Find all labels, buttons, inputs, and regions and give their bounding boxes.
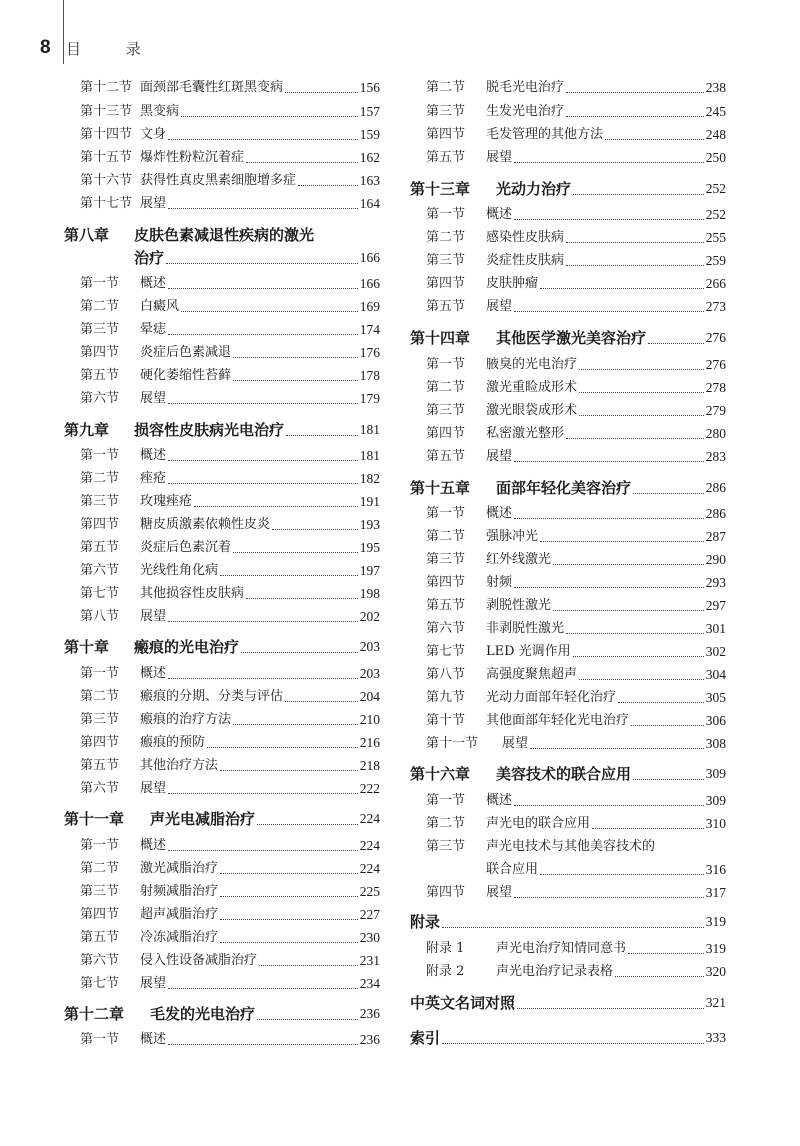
- leader-dots: [168, 988, 358, 989]
- toc-entry[interactable]: 第六节 展望 222: [80, 781, 380, 796]
- toc-entry[interactable]: 第二节 强脉冲光 287: [426, 529, 726, 544]
- leader-dots: [633, 779, 704, 780]
- toc-entry[interactable]: 第一节 概述 309: [426, 793, 726, 808]
- toc-entry[interactable]: 第六节 展望 179: [80, 391, 380, 406]
- toc-entry[interactable]: 第一节 概述 166: [80, 276, 380, 291]
- leader-dots: [168, 208, 358, 209]
- toc-entry[interactable]: 第二节 白癜风 169: [80, 299, 380, 314]
- toc-entry[interactable]: 第三节 玫瑰痤疮 191: [80, 494, 380, 509]
- toc-entry[interactable]: 第二节 激光重睑成形术 278: [426, 380, 726, 395]
- toc-entry[interactable]: 第十七节 展望 164: [80, 196, 380, 211]
- toc-entry[interactable]: 第四节 糖皮质激素依赖性皮炎 193: [80, 517, 380, 532]
- toc-entry[interactable]: 第七节 展望 234: [80, 976, 380, 991]
- chapter-heading[interactable]: 第十三章 光动力治疗 252: [410, 180, 726, 198]
- toc-entry[interactable]: 第二节 痤疮 182: [80, 471, 380, 486]
- leader-dots: [566, 438, 704, 439]
- toc-entry[interactable]: 第一节 概述 224: [80, 838, 380, 853]
- toc-entry[interactable]: 第六节 侵入性设备减脂治疗 231: [80, 953, 380, 968]
- toc-entry[interactable]: 第五节 硬化萎缩性苔藓 178: [80, 368, 380, 383]
- leader-dots: [220, 942, 358, 943]
- toc-entry[interactable]: 第三节 瘢痕的治疗方法 210: [80, 712, 380, 727]
- toc-entry[interactable]: 第三节 射频减脂治疗 225: [80, 884, 380, 899]
- toc-entry[interactable]: 第四节 毛发管理的其他方法 248: [426, 127, 726, 142]
- chapter-heading[interactable]: 第九章 损容性皮肤病光电治疗 181: [64, 421, 380, 439]
- leader-dots: [220, 575, 358, 576]
- leader-dots: [168, 850, 358, 851]
- toc-entry[interactable]: 第十四节 文身 159: [80, 127, 380, 142]
- leader-dots: [514, 587, 704, 588]
- leader-dots: [633, 493, 704, 494]
- toc-entry[interactable]: 第四节 炎症后色素减退 176: [80, 345, 380, 360]
- toc-entry[interactable]: 第九节 光动力面部年轻化治疗 305: [426, 690, 726, 705]
- leader-dots: [553, 564, 704, 565]
- index-heading[interactable]: 索引 333: [410, 1029, 726, 1047]
- glossary-heading[interactable]: 中英文名词对照 321: [410, 994, 726, 1012]
- chapter-heading[interactable]: 第十二章 毛发的光电治疗 236: [64, 1005, 380, 1023]
- toc-entry[interactable]: 第十节 其他面部年轻化光电治疗 306: [426, 713, 726, 728]
- toc-entry[interactable]: 第二节 声光电的联合应用 310: [426, 816, 726, 831]
- leader-dots: [631, 725, 704, 726]
- toc-entry[interactable]: 第七节 LED 光调作用 302: [426, 644, 726, 659]
- leader-dots: [233, 380, 358, 381]
- leader-dots: [579, 369, 704, 370]
- toc-entry[interactable]: 第八节 展望 202: [80, 609, 380, 624]
- leader-dots: [615, 976, 704, 977]
- leader-dots: [579, 679, 704, 680]
- chapter-heading[interactable]: 第八章 皮肤色素减退性疾病的激光: [64, 226, 315, 244]
- toc-entry[interactable]: 第四节 超声减脂治疗 227: [80, 907, 380, 922]
- leader-dots: [168, 1044, 358, 1045]
- leader-dots: [285, 701, 358, 702]
- leader-dots: [530, 748, 704, 749]
- leader-dots: [573, 656, 704, 657]
- toc-entry[interactable]: 第七节 其他损容性皮肤病 198: [80, 586, 380, 601]
- toc-entry[interactable]: 第六节 非剥脱性激光 301: [426, 621, 726, 636]
- toc-entry[interactable]: 第一节 概述 286: [426, 506, 726, 521]
- chapter-heading[interactable]: 第十章 瘢痕的光电治疗 203: [64, 638, 380, 656]
- toc-entry[interactable]: 第四节 私密激光整形 280: [426, 426, 726, 441]
- leader-dots: [514, 162, 704, 163]
- leader-dots: [168, 483, 358, 484]
- leader-dots: [540, 541, 704, 542]
- toc-entry[interactable]: 第二节 瘢痕的分期、分类与评估 204: [80, 689, 380, 704]
- page-number: 8: [40, 37, 51, 58]
- leader-dots: [566, 116, 704, 117]
- leader-dots: [168, 403, 358, 404]
- leader-dots: [566, 633, 704, 634]
- toc-entry[interactable]: 第五节 冷冻减脂治疗 230: [80, 930, 380, 945]
- chapter-heading[interactable]: 第十四章 其他医学激光美容治疗 276: [410, 329, 726, 347]
- toc-entry[interactable]: 第二节 感染性皮肤病 255: [426, 230, 726, 245]
- toc-entry[interactable]: 第十二节 面颈部毛囊性红斑黑变病 156: [80, 80, 380, 95]
- leader-dots: [168, 288, 358, 289]
- leader-dots: [220, 770, 358, 771]
- toc-entry[interactable]: 第四节 射频 293: [426, 575, 726, 590]
- leader-dots: [257, 824, 358, 825]
- toc-entry[interactable]: 第十一节 展望 308: [426, 736, 726, 751]
- leader-dots: [241, 652, 358, 653]
- leader-dots: [168, 621, 358, 622]
- toc-entry[interactable]: 第五节 炎症后色素沉着 195: [80, 540, 380, 555]
- leader-dots: [246, 598, 358, 599]
- chapter-heading[interactable]: 第十六章 美容技术的联合应用 309: [410, 765, 726, 783]
- chapter-heading-continued[interactable]: 治疗 166: [134, 249, 380, 267]
- leader-dots: [168, 139, 358, 140]
- toc-entry[interactable]: 第三节 激光眼袋成形术 279: [426, 403, 726, 418]
- leader-dots: [298, 185, 358, 186]
- toc-entry[interactable]: 第一节 概述 181: [80, 448, 380, 463]
- toc-entry[interactable]: 第十三节 黑变病 157: [80, 104, 380, 119]
- chapter-heading[interactable]: 第十五章 面部年轻化美容治疗 286: [410, 479, 726, 497]
- leader-dots: [592, 828, 704, 829]
- leader-dots: [168, 678, 358, 679]
- leader-dots: [618, 702, 704, 703]
- toc-entry-continued[interactable]: 联合应用 316: [486, 862, 726, 877]
- toc-entry[interactable]: 第一节 腋臭的光电治疗 276: [426, 357, 726, 372]
- leader-dots: [442, 1043, 704, 1044]
- leader-dots: [220, 919, 358, 920]
- leader-dots: [257, 1019, 358, 1020]
- leader-dots: [648, 343, 704, 344]
- leader-dots: [233, 552, 358, 553]
- toc-entry[interactable]: 第二节 激光减脂治疗 224: [80, 861, 380, 876]
- toc-entry[interactable]: 第五节 剥脱性激光 297: [426, 598, 726, 613]
- toc-entry[interactable]: 第一节 概述 203: [80, 666, 380, 681]
- leader-dots: [168, 793, 358, 794]
- toc-entry[interactable]: 第四节 展望 317: [426, 885, 726, 900]
- toc-entry[interactable]: 附录 1 声光电治疗知情同意书 319: [426, 941, 726, 956]
- chapter-heading[interactable]: 第十一章 声光电减脂治疗 224: [64, 810, 380, 828]
- leader-dots: [168, 334, 358, 335]
- leader-dots: [566, 242, 704, 243]
- toc-entry[interactable]: 第五节 展望 250: [426, 150, 726, 165]
- leader-dots: [220, 873, 358, 874]
- appendix-heading[interactable]: 附录 319: [410, 913, 726, 931]
- leader-dots: [514, 219, 704, 220]
- header-title: 目 录: [66, 39, 161, 58]
- leader-dots: [628, 953, 704, 954]
- leader-dots: [553, 610, 704, 611]
- toc-entry[interactable]: 第十五节 爆炸性粉粒沉着症 162: [80, 150, 380, 165]
- leader-dots: [540, 874, 704, 875]
- toc-entry[interactable]: 第三节 炎症性皮肤病 259: [426, 253, 726, 268]
- toc-entry[interactable]: 第五节 展望 273: [426, 299, 726, 314]
- leader-dots: [181, 116, 358, 117]
- toc-entry[interactable]: 第二节 脱毛光电治疗 238: [426, 80, 726, 95]
- toc-entry[interactable]: 第四节 瘢痕的预防 216: [80, 735, 380, 750]
- leader-dots: [233, 724, 358, 725]
- leader-dots: [259, 965, 358, 966]
- leader-dots: [166, 263, 358, 264]
- leader-dots: [566, 92, 704, 93]
- leader-dots: [579, 392, 704, 393]
- toc-entry[interactable]: 第五节 其他治疗方法 218: [80, 758, 380, 773]
- toc-entry[interactable]: 第三节 生发光电治疗 245: [426, 104, 726, 119]
- leader-dots: [194, 506, 358, 507]
- toc-entry[interactable]: 附录 2 声光电治疗记录表格 320: [426, 964, 726, 979]
- leader-dots: [573, 194, 704, 195]
- leader-dots: [566, 265, 704, 266]
- toc-entry[interactable]: 第三节 声光电技术与其他美容技术的: [426, 839, 656, 854]
- leader-dots: [605, 139, 704, 140]
- toc-entry[interactable]: 第四节 皮肤肿瘤 266: [426, 276, 726, 291]
- toc-entry[interactable]: 第六节 光线性角化病 197: [80, 563, 380, 578]
- leader-dots: [168, 460, 358, 461]
- toc-entry[interactable]: 第五节 展望 283: [426, 449, 726, 464]
- leader-dots: [181, 311, 358, 312]
- leader-dots: [442, 927, 704, 928]
- leader-dots: [233, 357, 358, 358]
- leader-dots: [579, 415, 704, 416]
- leader-dots: [286, 435, 358, 436]
- leader-dots: [514, 311, 704, 312]
- leader-dots: [514, 805, 704, 806]
- leader-dots: [272, 529, 358, 530]
- leader-dots: [514, 461, 704, 462]
- toc-entry[interactable]: 第三节 红外线激光 290: [426, 552, 726, 567]
- leader-dots: [514, 897, 704, 898]
- leader-dots: [540, 288, 704, 289]
- leader-dots: [207, 747, 358, 748]
- leader-dots: [517, 1008, 704, 1009]
- page-header: [40, 34, 161, 62]
- toc-entry[interactable]: 第一节 概述 236: [80, 1032, 380, 1047]
- toc-entry[interactable]: 第一节 概述 252: [426, 207, 726, 222]
- leader-dots: [220, 896, 358, 897]
- toc-entry[interactable]: 第三节 晕痣 174: [80, 322, 380, 337]
- toc-entry[interactable]: 第八节 高强度聚焦超声 304: [426, 667, 726, 682]
- leader-dots: [246, 162, 358, 163]
- toc-entry[interactable]: 第十六节 获得性真皮黑素细胞增多症 163: [80, 173, 380, 188]
- leader-dots: [285, 92, 358, 93]
- leader-dots: [514, 518, 704, 519]
